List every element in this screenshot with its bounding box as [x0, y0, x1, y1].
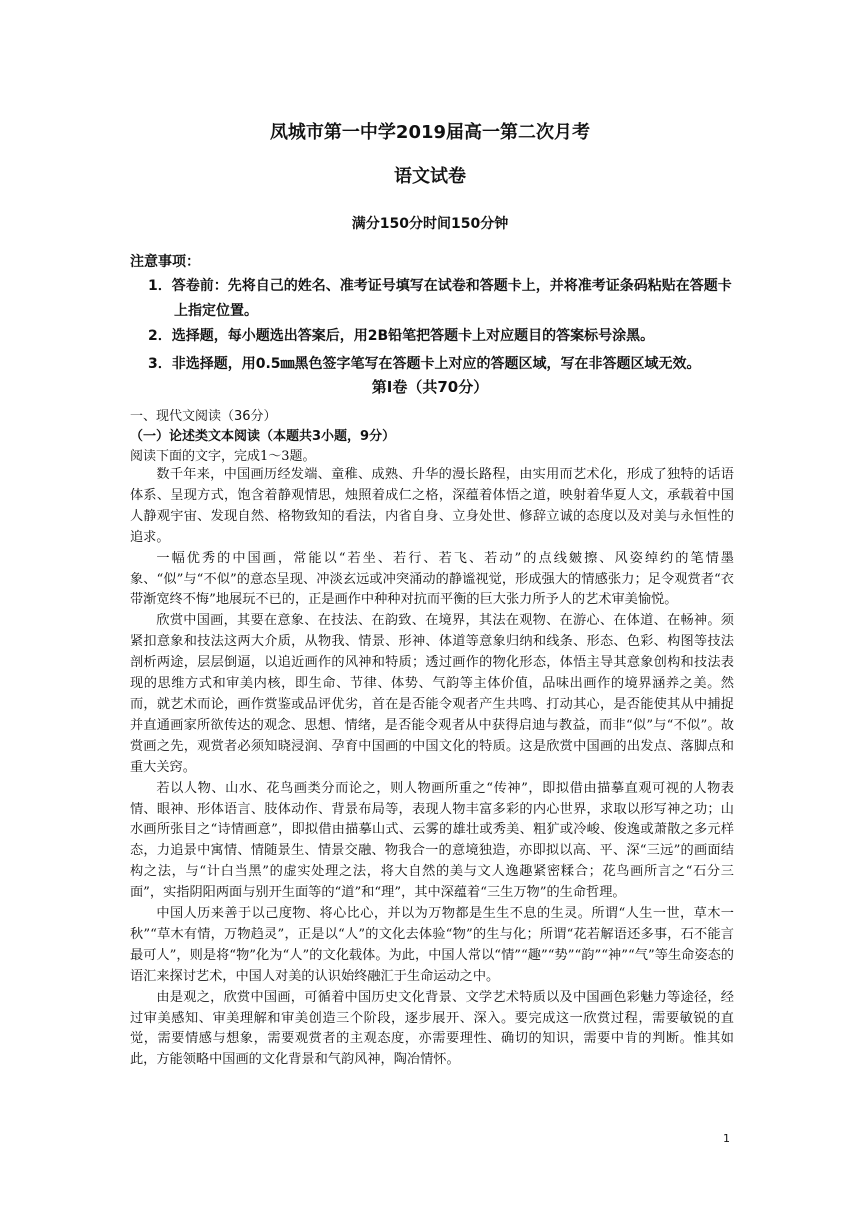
exam-subject: 语文试卷 — [394, 166, 466, 187]
passage-paragraph: 一幅优秀的中国画，常能以“若坐、若行、若飞、若动”的点线皴擦、风姿绰约的笔情墨象、“似”与“不似”的意态呈现、冲淡玄远或冲突涌动的静谧视觉，形成强大的情感张力；足令观赏者“衣带渐宽终不悔”地展玩不已的，正是画作中种种对抗而平衡的巨大张力所予人的艺术审美愉悦。 — [130, 550, 734, 608]
score-time-line: 满分150分时间150分钟 — [351, 216, 509, 232]
volume-title: 第Ⅰ卷（共70分） — [371, 378, 489, 396]
part-heading: 一、现代文阅读（36分） — [130, 409, 277, 424]
page-number: 1 — [723, 1132, 730, 1145]
passage-paragraph: 数千年来，中国画历经发端、童稚、成熟、升华的漫长路程，由实用而艺术化，形成了独特的话语体系、呈现方式，饱含着静观情思，烛照着成仁之格，深蕴着体悟之道，映射着华夏人文，承载着中国人静观宇宙、发现自然、格物致知的看法，内省自身、立身处世、修辞立诚的态度以及对美与永恒性的追求。 — [130, 467, 734, 545]
notice-heading: 注意事项： — [130, 254, 200, 270]
sub-heading: （一）论述类文本阅读（本题共3小题，9分） — [130, 429, 396, 444]
passage-paragraph: 中国人历来善于以己度物、将心比心，并以为万物都是生生不息的生灵。所谓“人生一世，草木一秋”“草木有情，万物趋灵”，正是以“人”的文化去体验“物”的生与化；所谓“花若解语还多事，石不能言最可人”，则是将“物”化为“人”的文化载体。为此，中国人常以“情”“趣”“势”“韵”“神”“气”等生命姿态的语汇来探讨艺术，中国人对美的认识始终融汇于生命运动之中。 — [130, 906, 734, 984]
notice-item-1: 1．答卷前：先将自己的姓名、准考证号填写在试卷和答题卡上，并将准考证条码粘贴在答题卡上指定位置。 — [148, 278, 732, 319]
reading-instruction: 阅读下面的文字，完成1～3题。 — [130, 449, 316, 464]
reading-passage — [130, 465, 734, 1071]
passage-paragraph: 欣赏中国画，其要在意象、在技法、在韵致、在境界，其法在观物、在游心、在体道、在畅神。须紧扣意象和技法这两大介质，从物我、情景、形神、体道等意象归纳和线条、形态、色彩、构图等技法剖析两途，层层倒逼，以追近画作的风神和特质；透过画作的物化形态，体悟主导其意象创构和技法表现的思维方式和审美内核，即生命、节律、体势、气韵等主体价值，品味出画作的境界涵养之美。然而，就艺术而论，画作赏鉴或品评优劣，首在是否能令观者产生共鸣、打动其心，是否能使其从中捕捉并直通画家所欲传达的观念、思想、情绪，是否能令观者从中获得启迪与教益，而非“似”与“不似”。故赏画之先，观赏者必须知晓浸润、孕育中国画的中国文化的特质。这是欣赏中国画的出发点、落脚点和重大关窍。 — [130, 613, 734, 775]
exam-title: 凤城市第一中学2019届高一第二次月考 — [269, 122, 591, 143]
passage-paragraph: 由是观之，欣赏中国画，可循着中国历史文化背景、文学艺术特质以及中国画色彩魅力等途径，经过审美感知、审美理解和审美创造三个阶段，逐步展开、深入。要完成这一欣赏过程，需要敏锐的直觉，需要情感与想象，需要观赏者的主观态度，亦需要理性、确切的知识，需要中肯的判断。惟其如此，方能领略中国画的文化背景和气韵风神，陶冶情怀。 — [130, 989, 734, 1068]
notice-item-3: 3．非选择题，用0.5㎜黑色签字笔写在答题卡上对应的答题区域，写在非答题区域无效。 — [148, 356, 701, 372]
passage-paragraph: 若以人物、山水、花鸟画类分而论之，则人物画所重之“传神”，即拟借由描摹直观可视的人物表情、眼神、形体语言、肢体动作、背景布局等，表现人物丰富多彩的内心世界，求取以形写神之功；山水画所张目之“诗情画意”，即拟借由描摹山式、云雾的雄壮或秀美、粗犷或冷峻、俊逸或萧散之多元样态，力追景中寓情、情随景生、情景交融、物我合一的意境独造，亦即拟以高、平、深“三远”的画面结构之法，与“计白当黑”的虚实处理之法，将大自然的美与文人逸趣紧密糅合；花鸟画所言之“石分三面”，实指阴阳两面与别开生面等的“道”和“理”，其中深蕴着“三生万物”的生命哲理。 — [130, 780, 734, 901]
notice-item-2: 2．选择题，每小题选出答案后，用2B铅笔把答题卡上对应题目的答案标号涂黑。 — [148, 328, 655, 344]
